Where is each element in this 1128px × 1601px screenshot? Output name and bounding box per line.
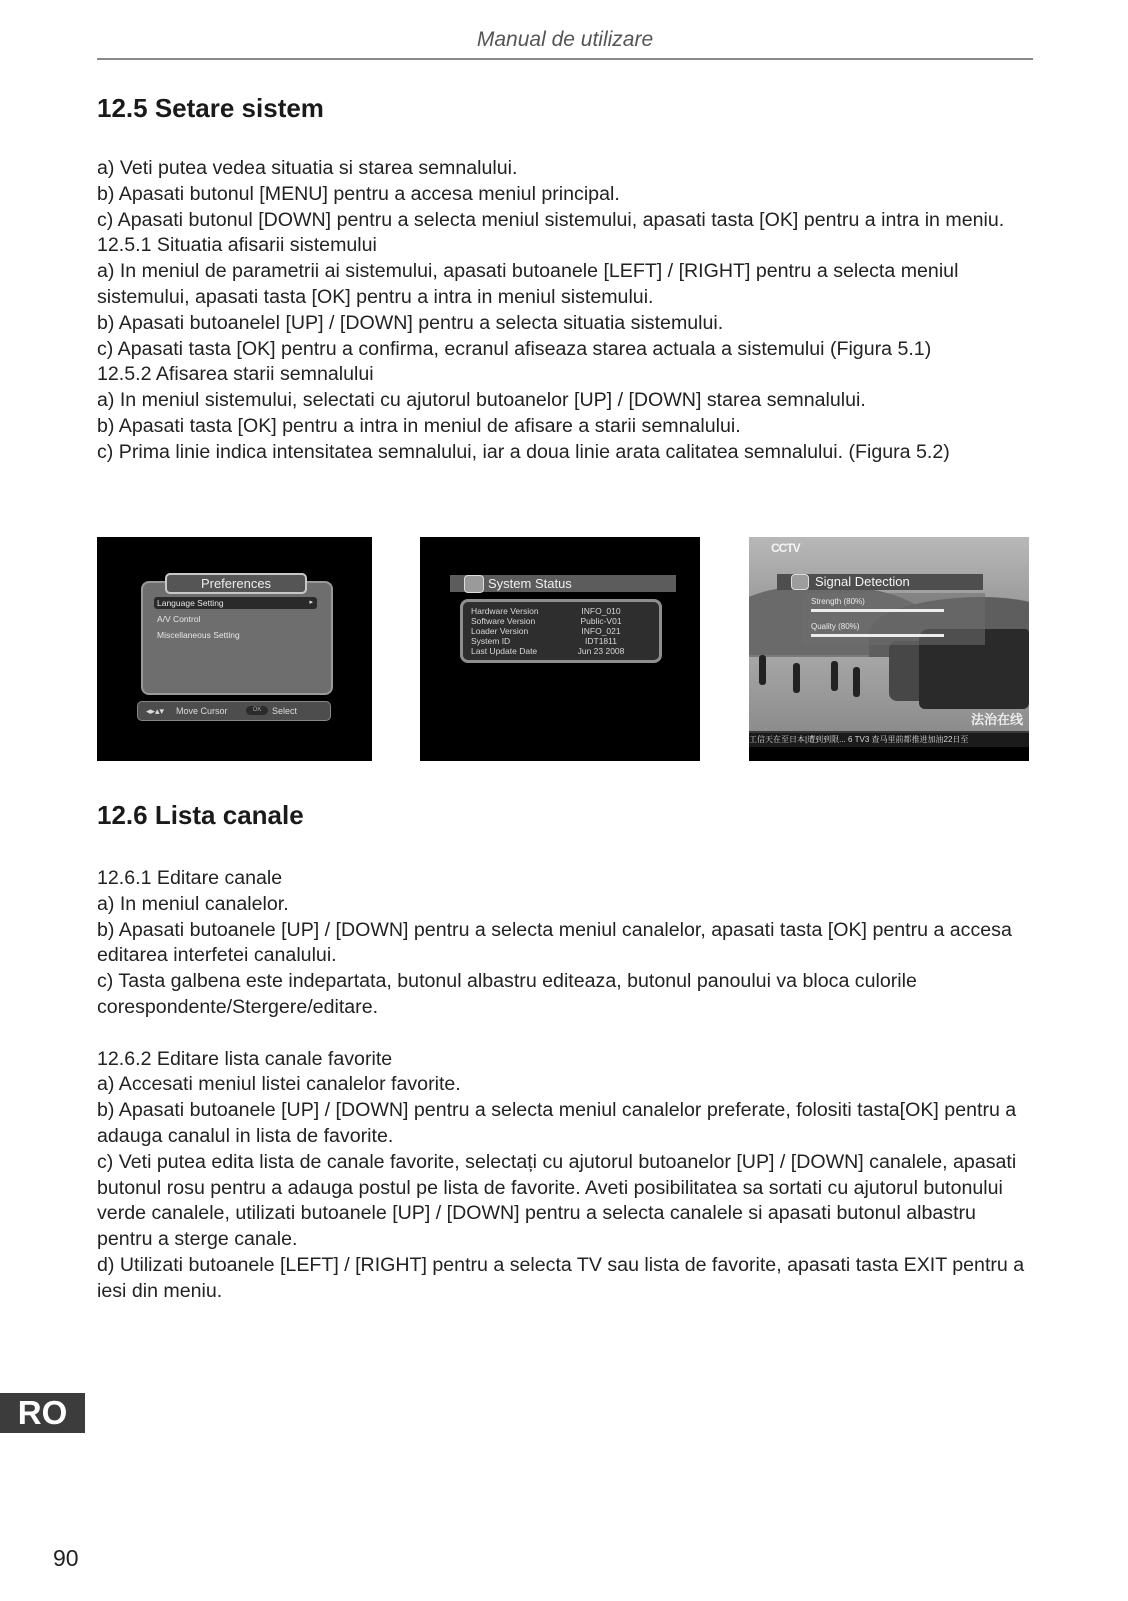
video-person: [831, 661, 838, 691]
video-letterbox: [749, 747, 1029, 761]
paragraph: a) In meniul sistemului, selectati cu ajutorul butoanelor [UP] / [DOWN] starea semnalului.: [97, 389, 866, 412]
info-key: Loader Version: [471, 626, 529, 636]
info-value: Jun 23 2008: [577, 646, 625, 656]
header-title: Manual de utilizare: [476, 28, 654, 51]
paragraph: a) In meniul de parametrii ai sistemului, apasati butoanele [LEFT] / [RIGHT] pentru a selecta meniul sistemului, apasati tasta [OK] pentru a intra in meniul sistemului.: [97, 260, 959, 308]
system-status-title-bar: [450, 575, 676, 592]
move-cursor-label: Move Cursor: [176, 706, 228, 716]
info-value: Public-V01: [580, 616, 622, 626]
signal-meter-panel: [803, 593, 985, 645]
info-key: Hardware Version: [471, 606, 539, 616]
info-value: INFO_010: [581, 606, 621, 616]
system-status-title: System Status: [488, 576, 572, 591]
paragraph: b) Apasati butoanele [UP] / [DOWN] pentru a selecta meniul canalelor, apasati tasta [OK] pentru a accesa editarea interfetei canalului.: [97, 918, 1012, 967]
signal-detection-title-bar: [777, 574, 983, 590]
info-value: INFO_021: [581, 626, 621, 636]
video-person: [793, 663, 800, 693]
subsection-heading: 12.5.2 Afisarea starii semnalului: [97, 363, 374, 386]
paragraph: a) In meniul canalelor.: [97, 892, 289, 915]
arrow-keys-icon: ◂▸▴▾: [146, 706, 165, 716]
video-person: [853, 667, 860, 697]
menu-item-av-control: A/V Control: [157, 614, 201, 624]
signal-detection-screenshot: [749, 537, 1029, 761]
channel-tag: 法治在线: [970, 712, 1023, 727]
menu-item-miscellaneous: Miscellaneous Setting: [157, 630, 240, 640]
paragraph: d) Utilizati butoanele [LEFT] / [RIGHT] pentru a selecta TV sau lista de favorite, apasati tasta EXIT pentru a iesi din meniu.: [97, 1253, 1025, 1302]
quality-label: Quality (80%): [811, 622, 860, 631]
section-12-6-title: 12.6 Lista canale: [97, 800, 304, 830]
language-tab: RO: [0, 1393, 85, 1433]
info-key: Software Version: [471, 616, 536, 626]
system-status-screenshot: [420, 537, 700, 761]
paragraph: a) Veti putea vedea situatia si starea semnalului.: [97, 157, 518, 179]
preferences-screenshot: [97, 537, 372, 761]
subsection-heading: 12.5.1 Situatia afisarii sistemului: [97, 234, 377, 257]
strength-label: Strength (80%): [811, 597, 865, 606]
channel-logo: CCTV: [771, 541, 800, 555]
menu-item-language-setting: [154, 597, 317, 609]
paragraph: b) Apasati butonul [MENU] pentru a accesa meniul principal.: [97, 182, 620, 205]
paragraph: c) Prima linie indica intensitatea semnalului, iar a doua linie arata calitatea semnalului. (Figura 5.2): [97, 440, 950, 463]
system-status-info-box: [460, 599, 662, 663]
paragraph: b) Apasati tasta [OK] pentru a intra in meniul de afisare a starii semnalului.: [97, 414, 741, 437]
info-row: [471, 606, 651, 616]
select-label: Select: [272, 706, 298, 716]
news-ticker: 工信天在至日本|遭到到限... 6 TV3 查马里前都推进加油22日至: [749, 733, 1029, 747]
video-person: [759, 655, 766, 685]
paragraph: b) Apasati butoanele [UP] / [DOWN] pentru a selecta meniul canalelor preferate, folositi tasta[OK] pentru a adauga canalul in lista de favorite.: [97, 1099, 1017, 1147]
header-divider: [97, 58, 1033, 60]
section-12-5-title: 12.5 Setare sistem: [97, 93, 324, 123]
paragraph: b) Apasati butoanelel [UP] / [DOWN] pentru a selecta situatia sistemului.: [97, 311, 724, 334]
info-row: [471, 636, 651, 646]
system-icon: [464, 575, 484, 593]
preferences-help-bar: [137, 701, 331, 721]
paragraph: c) Apasati butonul [DOWN] pentru a selecta meniul sistemului, apasati tasta [OK] pentru a intra in meniu.: [97, 208, 1005, 231]
preferences-title: Preferences: [165, 573, 307, 594]
paragraph: c) Tasta galbena este indepartata, butonul albastru editeaza, butonul panoului va bloca culorile corespondente/Stergere/editare.: [97, 970, 917, 1018]
info-row: [471, 616, 651, 626]
page-number: 90: [53, 1545, 79, 1571]
quality-bar: [811, 634, 944, 637]
strength-bar: [811, 609, 944, 612]
chevron-right-icon: ▸: [309, 599, 313, 606]
paragraph: c) Apasati tasta [OK] pentru a confirma, ecranul afiseaza starea actuala a sistemului (Figura 5.1): [97, 337, 932, 360]
menu-item-label: Language Setting: [157, 598, 224, 608]
signal-icon: [791, 574, 809, 590]
signal-detection-title: Signal Detection: [815, 574, 910, 589]
info-row: [471, 646, 651, 656]
ok-key-icon: OK: [246, 706, 268, 715]
info-key: Last Update Date: [471, 646, 538, 656]
section-12-5-body: [97, 156, 1033, 466]
section-12-6-body: [97, 866, 1033, 1305]
info-key: System ID: [471, 636, 511, 646]
subsection-heading: 12.6.1 Editare canale: [97, 867, 283, 889]
paragraph-spacer: [97, 1021, 1033, 1047]
paragraph: c) Veti putea edita lista de canale favorite, selectați cu ajutorul butoanelor [UP] / [DOWN] canalele, apasati butonul rosu pentru a adauga postul pe lista de favorite. Aveti posibilitatea sa sortati cu ajutorul butonului verde canalele, utilizati butoanele [UP] / [DOWN] pentru a selecta canalele si apasati butonul albastru pentru a sterge canale.: [97, 1150, 1017, 1251]
info-value: IDT1811: [585, 636, 617, 646]
info-row: [471, 626, 651, 636]
paragraph: a) Accesati meniul listei canalelor favorite.: [97, 1073, 461, 1096]
subsection-heading: 12.6.2 Editare lista canale favorite: [97, 1047, 393, 1070]
